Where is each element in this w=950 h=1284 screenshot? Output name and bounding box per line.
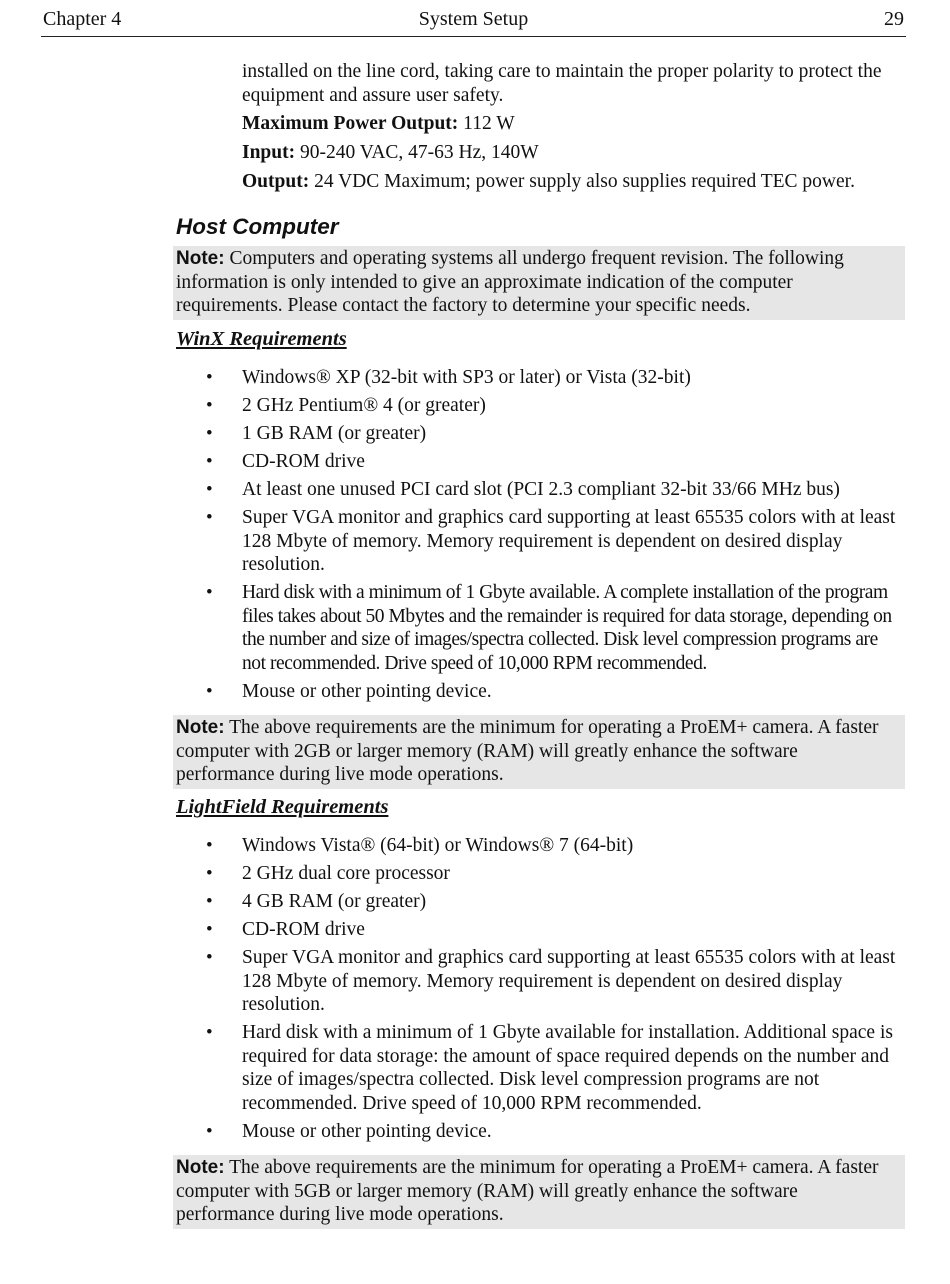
output-value: 24 VDC Maximum; power supply also supplies required TEC power.: [309, 171, 855, 192]
max-power-label: Maximum Power Output:: [242, 113, 459, 134]
output-label: Output:: [242, 171, 310, 192]
winx-requirements-list: [0, 366, 950, 703]
list-item: • Windows® XP (32-bit with SP3 or later) or Vista (32-bit): [206, 367, 691, 388]
list-item: • CD-ROM drive: [206, 919, 365, 940]
list-item: • 2 GHz dual core processor: [206, 863, 450, 884]
note-text: The above requirements are the minimum for operating a ProEM+ camera. A faster computer with 2GB or larger memory (RAM) will greatly enhance the software performance during live mode operations.: [176, 717, 879, 785]
note-label: Note:: [176, 248, 225, 269]
list-item: • 4 GB RAM (or greater): [206, 891, 427, 912]
note-text: Computers and operating systems all undergo frequent revision. The following information is only intended to give an approximate indication of the computer requirements. Please contact the factory to determine your specific needs.: [176, 248, 844, 316]
host-computer-heading: Host Computer: [176, 214, 339, 239]
list-item: • Hard disk with a minimum of 1 Gbyte available for installation. Additional space is required for data storage: the amount of space required depends on the number and size of images/spectra collected. Disk level compression programs are not recommended. Drive speed of 10,000 RPM recommended.: [206, 1022, 893, 1114]
input-label: Input:: [242, 142, 296, 163]
note-label: Note:: [176, 1157, 225, 1178]
list-item: • Windows Vista® (64-bit) or Windows® 7 (64-bit): [206, 835, 634, 856]
max-power-value: 112 W: [458, 113, 515, 134]
note-box-lightfield: [173, 1155, 905, 1229]
note-box-winx: [173, 715, 905, 789]
list-item: • 1 GB RAM (or greater): [206, 423, 427, 444]
list-item: • 2 GHz Pentium® 4 (or greater): [206, 395, 486, 416]
page-header: [41, 6, 906, 37]
chapter-label: Chapter 4: [43, 8, 122, 30]
input-line: [242, 141, 892, 165]
winx-requirements-heading: WinX Requirements: [176, 328, 347, 350]
list-item: • Mouse or other pointing device.: [206, 680, 492, 702]
list-item: • CD-ROM drive: [206, 451, 365, 472]
intro-continuation: installed on the line cord, taking care to maintain the proper polarity to protect the equipment and assure user safety.: [242, 61, 882, 106]
page-number: 29: [884, 8, 904, 30]
lightfield-requirements-list: [0, 834, 950, 1143]
lightfield-requirements-heading: LightField Requirements: [176, 796, 389, 818]
list-item: • Mouse or other pointing device.: [206, 1120, 492, 1142]
list-item: • Super VGA monitor and graphics card supporting at least 65535 colors with at least 128 Mbyte of memory. Memory requirement is dependent on desired display resolution.: [206, 947, 896, 1015]
note-box-general: [173, 246, 905, 320]
note-label: Note:: [176, 717, 225, 738]
list-item: • At least one unused PCI card slot (PCI 2.3 compliant 32-bit 33/66 MHz bus): [206, 479, 840, 500]
output-line: [242, 170, 892, 194]
input-value: 90-240 VAC, 47-63 Hz, 140W: [295, 142, 539, 163]
list-item: • Super VGA monitor and graphics card supporting at least 65535 colors with at least 128 Mbyte of memory. Memory requirement is dependent on desired display resolution.: [206, 507, 896, 575]
max-power-line: [242, 112, 892, 136]
note-text: The above requirements are the minimum for operating a ProEM+ camera. A faster computer with 5GB or larger memory (RAM) will greatly enhance the software performance during live mode operations.: [176, 1157, 879, 1225]
list-item: • Hard disk with a minimum of 1 Gbyte available. A complete installation of the program files takes about 50 Mbytes and the remainder is required for data storage, depending on the number and size of images/spectra collected. Disk level compression programs are not recommended. Drive speed of 10,000 RPM recommended.: [206, 582, 892, 674]
section-title: System Setup: [418, 8, 529, 30]
